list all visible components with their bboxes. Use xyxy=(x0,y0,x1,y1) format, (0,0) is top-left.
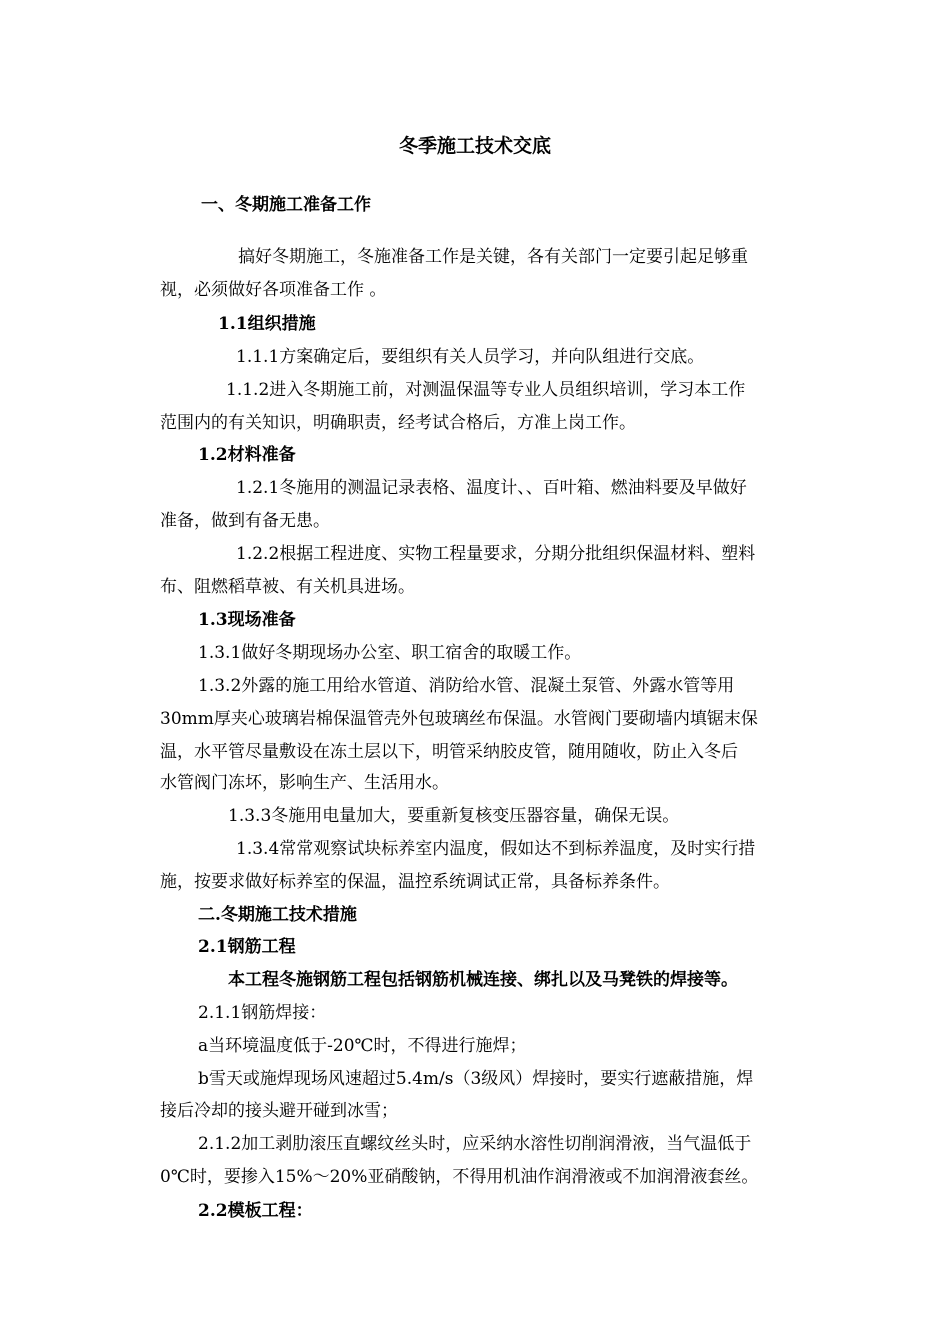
subsection-heading: 1.1组织措施 xyxy=(218,314,316,334)
document-title: 冬季施工技术交底 xyxy=(398,135,551,157)
paragraph-line: 范围内的有关知识，明确职责，经考试合格后，方准上岗工作。 xyxy=(160,413,636,433)
paragraph-line: 1.1.2进入冬期施工前，对测温保温等专业人员组织培训，学习本工作 xyxy=(226,380,746,400)
paragraph-line: 接后冷却的接头避开碰到冰雪； xyxy=(160,1101,398,1121)
paragraph-line: 布、阻燃稻草被、有关机具进场。 xyxy=(160,577,415,597)
subsection-heading: 2.1钢筋工程 xyxy=(198,937,296,957)
paragraph-line: 1.2.2根据工程进度、实物工程量要求，分期分批组织保温材料、塑料 xyxy=(236,544,756,564)
section-heading: 二.冬期施工技术措施 xyxy=(198,905,357,925)
paragraph-line: 1.3.2外露的施工用给水管道、消防给水管、混凝土泵管、外露水管等用 xyxy=(198,676,735,696)
paragraph-line: 1.3.3冬施用电量加大，要重新复核变压器容量，确保无误。 xyxy=(228,806,680,826)
paragraph-line: 温，水平管尽量敷设在冻土层以下，明管采纳胶皮管，随用随收，防止入冬后 xyxy=(160,742,738,762)
paragraph-line: 1.2.1冬施用的测温记录表格、温度计、、百叶箱、燃油料要及早做好 xyxy=(236,478,747,498)
paragraph-line: 准备，做到有备无患。 xyxy=(160,511,330,531)
paragraph-line: 2.1.2加工剥肋滚压直螺纹丝头时，应采纳水溶性切削润滑液，当气温低于 xyxy=(198,1134,752,1154)
paragraph-line: 30mm厚夹心玻璃岩棉保温管壳外包玻璃丝布保温。水管阀门要砌墙内填锯末保 xyxy=(160,709,758,729)
paragraph-line: 1.1.1方案确定后，要组织有关人员学习，并向队组进行交底。 xyxy=(236,347,705,367)
paragraph-line: b雪天或施焊现场风速超过5.4m/s（3级风）焊接时，要实行遮蔽措施，焊 xyxy=(198,1069,754,1089)
paragraph-line: 施，按要求做好标养室的保温，温控系统调试正常，具备标养条件。 xyxy=(160,872,670,892)
subsection-heading: 1.2材料准备 xyxy=(198,445,296,465)
paragraph-line: 1.3.1做好冬期现场办公室、职工宿舍的取暖工作。 xyxy=(198,643,582,663)
paragraph-line: 1.3.4常常观察试块标养室内温度，假如达不到标养温度，及时实行措 xyxy=(236,839,756,859)
paragraph-line: 搞好冬期施工，冬施准备工作是关键，各有关部门一定要引起足够重 xyxy=(238,247,748,267)
paragraph-line: a当环境温度低于-20℃时，不得进行施焊； xyxy=(198,1036,527,1056)
section-heading: 一、冬期施工准备工作 xyxy=(201,195,371,215)
paragraph-line: 2.1.1钢筋焊接： xyxy=(198,1003,327,1023)
subsection-heading: 1.3现场准备 xyxy=(198,610,296,630)
paragraph-line: 0℃时，要掺入15%～20%亚硝酸钠，不得用机油作润滑液或不加润滑液套丝。 xyxy=(160,1167,759,1187)
subsection-heading: 2.2模板工程： xyxy=(198,1201,313,1221)
paragraph-line: 本工程冬施钢筋工程包括钢筋机械连接、绑扎以及马凳铁的焊接等。 xyxy=(228,970,738,990)
paragraph-line: 水管阀门冻坏，影响生产、生活用水。 xyxy=(160,773,449,793)
paragraph-line: 视，必须做好各项准备工作 。 xyxy=(160,280,387,300)
